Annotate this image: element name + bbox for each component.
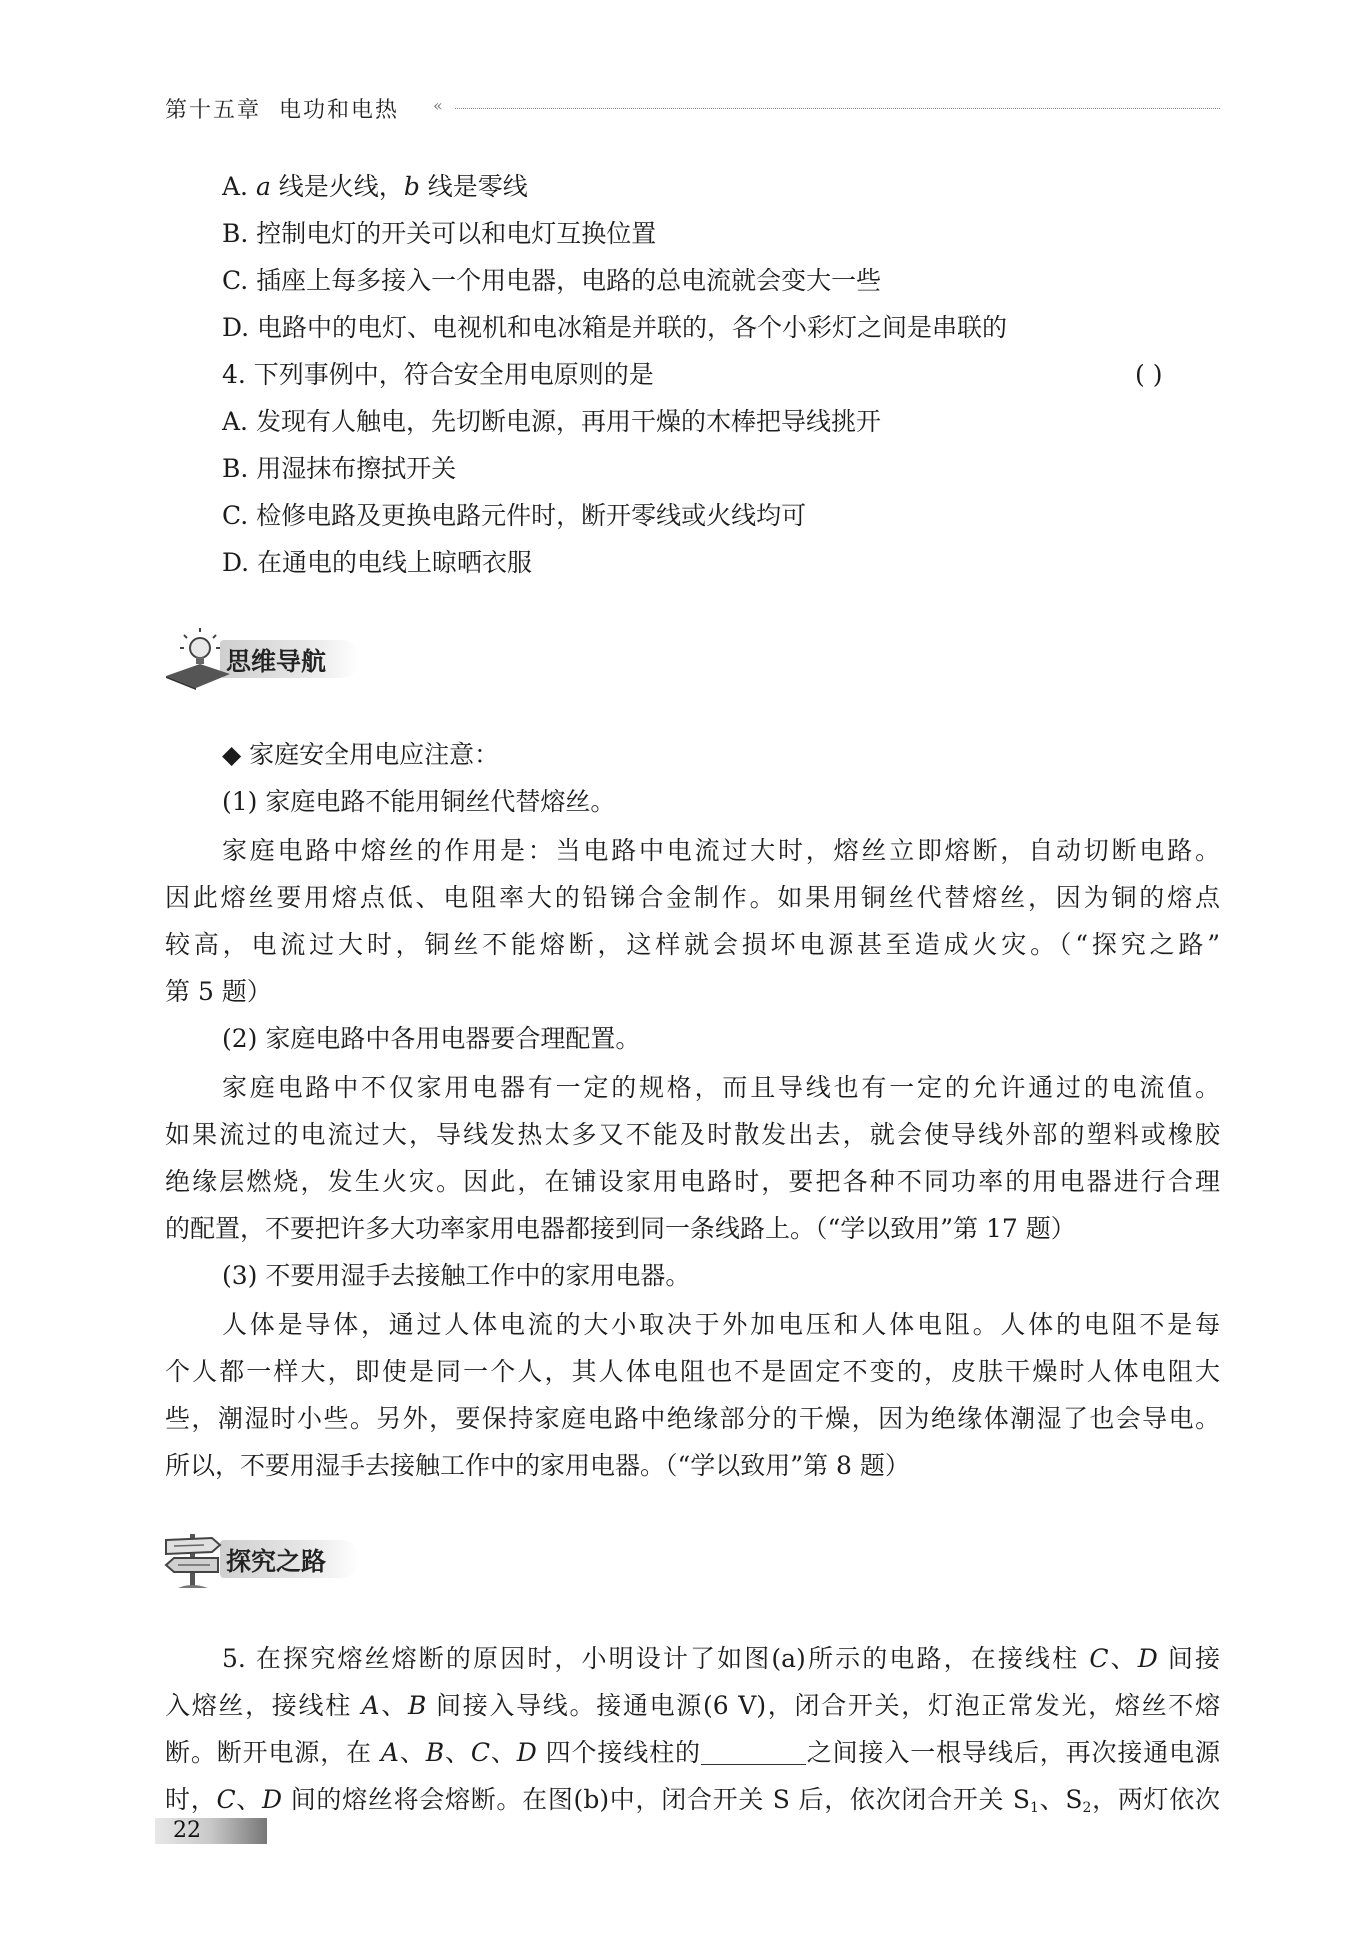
chapter-title: 电功和电热 — [279, 98, 400, 123]
section-title: 探究之路 — [226, 1547, 327, 1576]
point-3-line-4: 所以，不要用湿手去接触工作中的家用电器。（“学以致用”第 8 题） — [165, 1451, 910, 1480]
point-1-line-4: 第 5 题） — [165, 977, 272, 1006]
q3-option-a: A. a 线是火线，b 线是零线 — [222, 172, 528, 201]
point-3-line-3: 些，潮湿时小些。另外，要保持家庭电路中绝缘部分的干燥，因为绝缘体潮湿了也会导电。 — [165, 1404, 1220, 1433]
section-heading-explore — [160, 1528, 360, 1588]
point-2-title: (2) 家庭电路中各用电器要合理配置。 — [222, 1024, 641, 1053]
point-1-line-1: 家庭电路中熔丝的作用是：当电路中电流过大时，熔丝立即熔断，自动切断电路。 — [222, 836, 1220, 865]
q5-line-4: 时，C、D 间的熔丝将会熔断。在图(b)中，闭合开关 S 后，依次闭合开关 $S_1$、$S_2$，两灯依次 — [165, 1785, 1220, 1816]
fill-in-blank[interactable] — [701, 1742, 806, 1765]
point-3-line-1: 人体是导体，通过人体电流的大小取决于外加电压和人体电阻。人体的电阻不是每 — [222, 1310, 1220, 1339]
point-2-line-2: 如果流过的电流过大，导线发热太多又不能及时散发出去，就会使导线外部的塑料或橡胶 — [165, 1120, 1220, 1149]
q3-option-c: C. 插座上每多接入一个用电器，电路的总电流就会变大一些 — [222, 266, 882, 295]
q5-line-1: 5. 在探究熔丝熔断的原因时，小明设计了如图(a)所示的电路，在接线柱 C、D 间接 — [222, 1644, 1220, 1673]
point-3-line-2: 个人都一样大，即使是同一个人，其人体电阻也不是固定不变的，皮肤干燥时人体电阻大 — [165, 1357, 1220, 1386]
q4-option-d: D. 在通电的电线上晾晒衣服 — [222, 548, 533, 577]
point-1-line-3: 较高，电流过大时，铜丝不能熔断，这样就会损坏电源甚至造成火灾。（“探究之路” — [165, 930, 1220, 959]
point-2-line-4: 的配置，不要把许多大功率家用电器都接到同一条线路上。（“学以致用”第 17 题） — [165, 1214, 1076, 1243]
q5-line-3: 断。断开电源，在 A、B、C、D 四个接线柱的 之间接入一根导线后，再次接通电源 — [165, 1738, 1220, 1767]
section-title: 思维导航 — [226, 647, 327, 676]
point-1-line-2: 因此熔丝要用熔点低、电阻率大的铅锑合金制作。如果用铜丝代替熔丝，因为铜的熔点 — [165, 883, 1220, 912]
q4-option-b: B. 用湿抹布擦拭开关 — [222, 454, 457, 483]
q4-option-c: C. 检修电路及更换电路元件时，断开零线或火线均可 — [222, 501, 807, 530]
page-number-badge — [155, 1818, 267, 1844]
point-2-line-1: 家庭电路中不仅家用电器有一定的规格，而且导线也有一定的允许通过的电流值。 — [222, 1073, 1220, 1102]
bullet-heading: ◆ 家庭安全用电应注意： — [222, 740, 500, 769]
header-dotted-rule — [455, 108, 1220, 109]
q4-stem: 4. 下列事例中，符合安全用电原则的是 — [222, 360, 654, 389]
q3-option-d: D. 电路中的电灯、电视机和电冰箱是并联的，各个小彩灯之间是串联的 — [222, 313, 1008, 342]
header-title — [165, 93, 399, 124]
q5-line-2: 入熔丝，接线柱 A、B 间接入导线。接通电源(6 V)，闭合开关，灯泡正常发光，熔丝不熔 — [165, 1691, 1220, 1720]
point-3-title: (3) 不要用湿手去接触工作中的家用电器。 — [222, 1261, 691, 1290]
point-2-line-3: 绝缘层燃烧，发生火灾。因此，在铺设家用电路时，要把各种不同功率的用电器进行合理 — [165, 1167, 1220, 1196]
running-header — [165, 93, 1220, 123]
q4-answer-paren: ( ) — [1135, 360, 1163, 389]
point-1-title: (1) 家庭电路不能用铜丝代替熔丝。 — [222, 787, 616, 816]
chapter-number: 第十五章 — [165, 98, 262, 123]
q4-option-a: A. 发现有人触电，先切断电源，再用干燥的木棒把导线挑开 — [222, 407, 881, 436]
header-arrow-icon: « — [433, 96, 443, 115]
page-number: 22 — [173, 1818, 201, 1843]
section-heading-thinking — [160, 628, 360, 688]
q3-option-b: B. 控制电灯的开关可以和电灯互换位置 — [222, 219, 657, 248]
page-number-bar — [155, 1818, 267, 1844]
